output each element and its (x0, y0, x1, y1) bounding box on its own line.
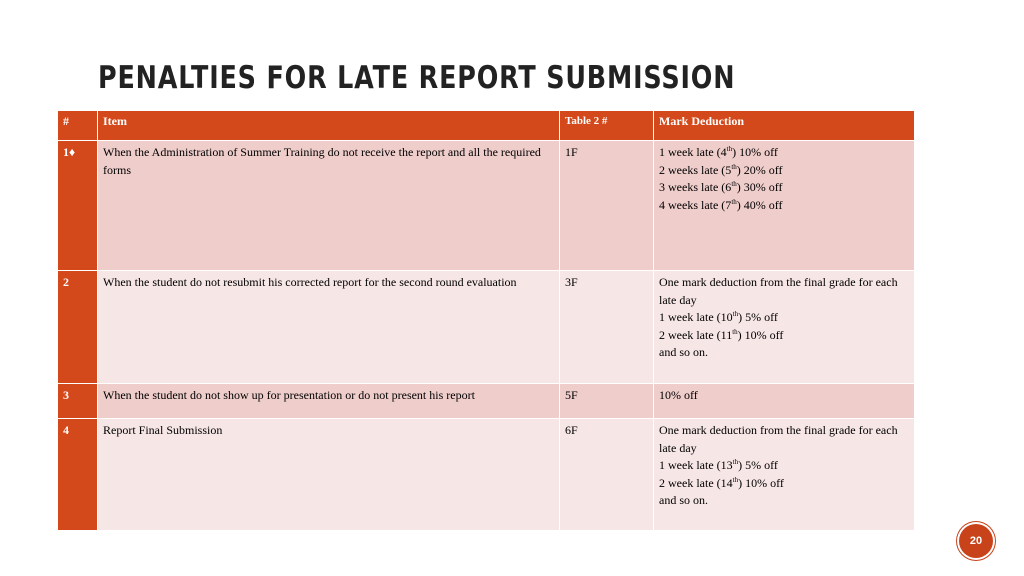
row-item: Report Final Submission (98, 419, 560, 531)
page-number-badge (959, 524, 993, 558)
deduction-line: 1 week late (4th) 10% off (659, 145, 778, 159)
slide-title: PENALTIES FOR LATE REPORT SUBMISSION (98, 60, 736, 96)
header-item: Item (98, 111, 560, 141)
table-row (58, 384, 915, 419)
row-item: When the student do not show up for presentation or do not present his report (98, 384, 560, 419)
row-item: When the student do not resubmit his corrected report for the second round evaluation (98, 271, 560, 384)
deduction-line: 10% off (659, 388, 698, 402)
row-deduction (654, 419, 915, 531)
page-number: 20 (969, 535, 983, 547)
table-row (58, 419, 915, 531)
deduction-line: 2 weeks late (5th) 20% off (659, 162, 783, 177)
deduction-line: 4 weeks late (7th) 40% off (659, 197, 783, 212)
row-table-ref: 3F (560, 271, 654, 384)
table-row (58, 141, 915, 271)
row-number: 3 (58, 384, 98, 419)
row-deduction (654, 384, 915, 419)
table-header-row (58, 111, 915, 141)
deduction-line: 1 week late (13th) 5% off (659, 458, 778, 472)
deduction-line: and so on. (659, 345, 708, 359)
deduction-line: and so on. (659, 493, 708, 507)
row-number: 4 (58, 419, 98, 531)
deduction-line: One mark deduction from the final grade for each late day (659, 423, 898, 455)
header-mark-deduction: Mark Deduction (654, 111, 915, 141)
row-number: 1♦ (58, 141, 98, 271)
deduction-line: 2 week late (14th) 10% off (659, 475, 784, 490)
deduction-line: 3 weeks late (6th) 30% off (659, 180, 783, 194)
deduction-line: 1 week late (10th) 5% off (659, 310, 778, 324)
row-table-ref: 1F (560, 141, 654, 271)
row-item: When the Administration of Summer Training do not receive the report and all the required forms (98, 141, 560, 271)
penalties-table (57, 110, 915, 531)
deduction-line: One mark deduction from the final grade for each late day (659, 275, 898, 307)
table-row (58, 271, 915, 384)
row-number: 2 (58, 271, 98, 384)
row-deduction (654, 271, 915, 384)
row-table-ref: 6F (560, 419, 654, 531)
header-table-ref: Table 2 # (560, 111, 654, 141)
deduction-line: 2 week late (11th) 10% off (659, 327, 784, 342)
header-number: # (58, 111, 98, 141)
row-deduction (654, 141, 915, 271)
row-table-ref: 5F (560, 384, 654, 419)
